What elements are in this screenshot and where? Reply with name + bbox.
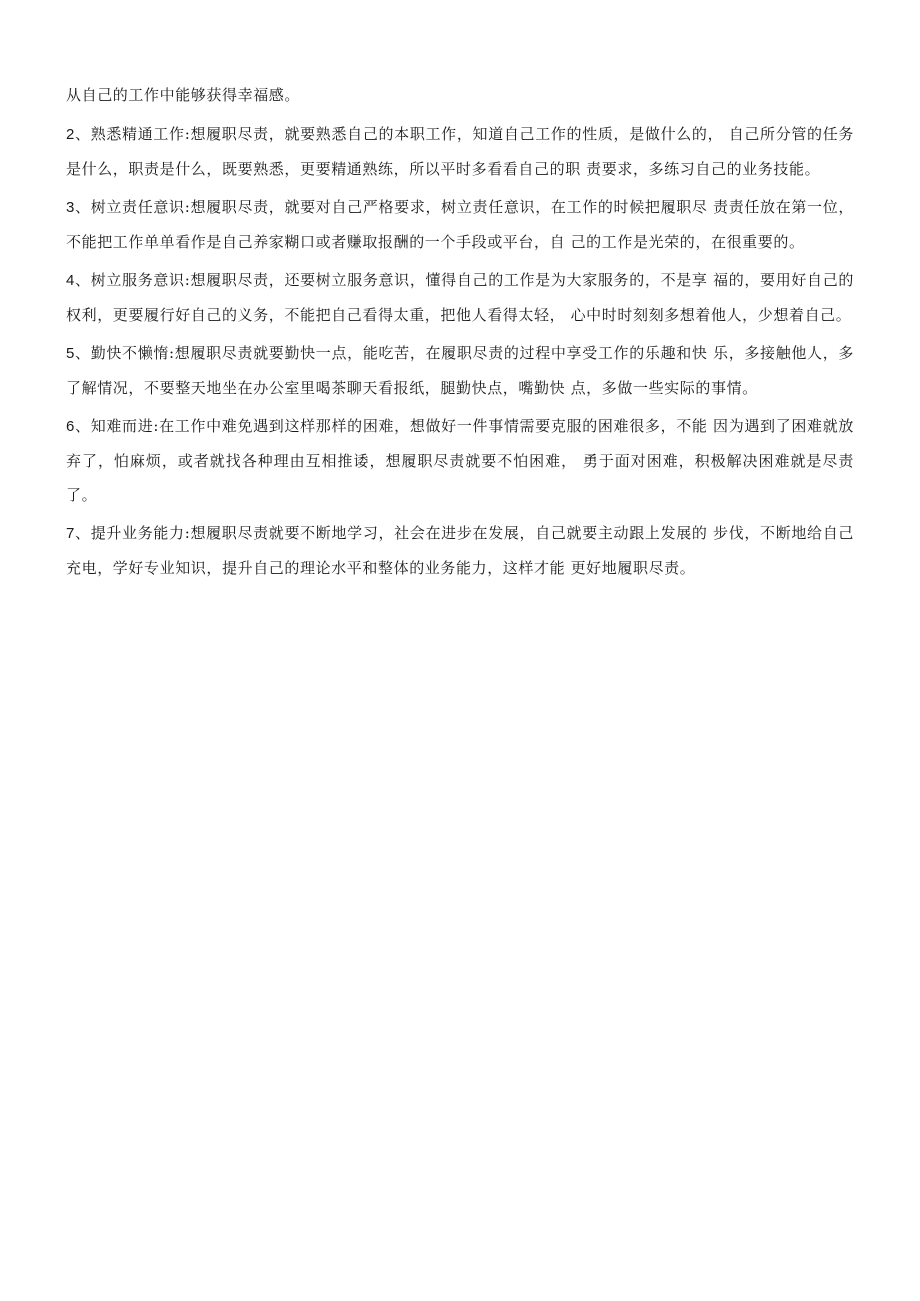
paragraph-3 — [66, 190, 854, 259]
paragraph-text: 勤快不懒惰:想履职尽责就要勤快一点，能吃苦，在履职尽责的过程中享受工作的乐趣和快 乐，多接触他人，多了解情况，不要整天地坐在办公室里喝茶聊天看报纸，腿勤快点，嘴勤快 点，多做一些实际的事情。 — [66, 344, 854, 397]
paragraph-5 — [66, 336, 854, 405]
paragraph-4 — [66, 263, 854, 332]
paragraph-text: 树立服务意识:想履职尽责，还要树立服务意识，懂得自己的工作是为大家服务的，不是享 福的，要用好自己的权利，更要履行好自己的义务，不能把自己看得太重，把他人看得太轻， 心中时时刻刻多想着他人，少想着自己。 — [66, 271, 854, 324]
paragraph-number: 2、 — [66, 126, 91, 143]
paragraph-number: 5、 — [66, 345, 91, 362]
paragraph-number: 4、 — [66, 272, 91, 289]
paragraph-7 — [66, 516, 854, 585]
paragraph-1 — [66, 78, 854, 113]
paragraph-6 — [66, 409, 854, 512]
paragraph-text: 知难而进:在工作中难免遇到这样那样的困难，想做好一件事情需要克服的困难很多，不能 因为遇到了困难就放弃了，怕麻烦，或者就找各种理由互相推诿，想履职尽责就要不怕困难， 勇于面对困难，积极解决困难就是尽责了。 — [66, 417, 854, 504]
document-body — [66, 78, 854, 589]
paragraph-2 — [66, 117, 854, 186]
paragraph-text: 熟悉精通工作:想履职尽责，就要熟悉自己的本职工作，知道自己工作的性质，是做什么的， 自己所分管的任务是什么，职责是什么，既要熟悉，更要精通熟练，所以平时多看看自己的职 责要求，多练习自己的业务技能。 — [66, 125, 854, 178]
paragraph-number: 7、 — [66, 525, 91, 542]
paragraph-text: 树立责任意识:想履职尽责，就要对自己严格要求，树立责任意识，在工作的时候把履职尽 责责任放在第一位，不能把工作单单看作是自己养家糊口或者赚取报酬的一个手段或平台，自 己的工作是光荣的，在很重要的。 — [66, 198, 854, 251]
paragraph-text: 提升业务能力:想履职尽责就要不断地学习，社会在进步在发展，自己就要主动跟上发展的 步伐，不断地给自己充电，学好专业知识，提升自己的理论水平和整体的业务能力，这样才能 更好地履职尽责。 — [66, 524, 854, 577]
paragraph-number: 6、 — [66, 418, 91, 435]
paragraph-text: 从自己的工作中能够获得幸福感。 — [66, 86, 301, 104]
paragraph-number: 3、 — [66, 199, 91, 216]
